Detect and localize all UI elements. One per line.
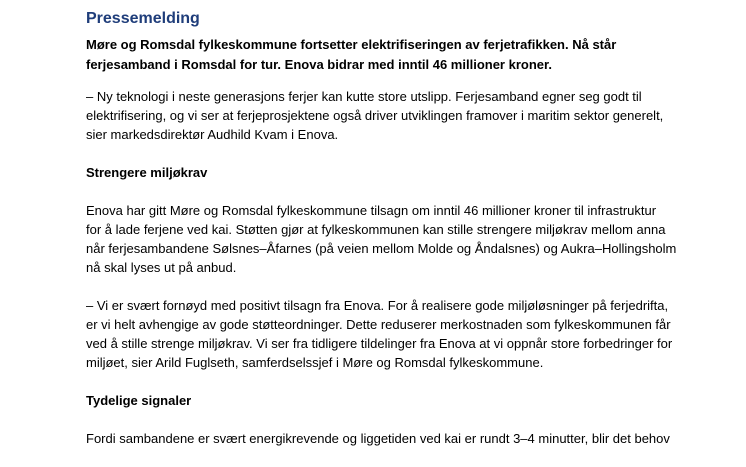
paragraph-line: sier markedsdirektør Audhild Kvam i Enova.	[86, 127, 339, 142]
paragraph-line: elektrifisering, og vi ser at ferjeprosjektene også driver utviklingen framover i maritim sektor generelt,	[86, 108, 664, 123]
quote-paragraph-fuglseth	[86, 296, 686, 372]
body-paragraph-energikrevende	[86, 429, 686, 448]
section-heading-strengere-miljokrav: Strengere miljøkrav	[86, 165, 208, 180]
document-page	[86, 9, 686, 467]
paragraph-line: er vi helt avhengige av gode støtteordninger. Dette reduserer merkostnaden som fylkeskommunen får	[86, 317, 671, 332]
lead-line: Møre og Romsdal fylkeskommune fortsetter elektrifiseringen av ferjetrafikken. Nå står	[86, 37, 617, 52]
paragraph-line: – Vi er svært fornøyd med positivt tilsagn fra Enova. For å realisere gode miljøløsninger på ferjedrifta,	[86, 298, 669, 313]
paragraph-line: nå skal lyses ut på anbud.	[86, 260, 237, 275]
paragraph-line: miljøet, sier Arild Fuglseth, samferdselssjef i Møre og Romsdal fylkeskommune.	[86, 355, 544, 370]
lead-paragraph	[86, 35, 686, 75]
paragraph-line: når ferjesambandene Sølsnes–Åfarnes (på veien mellom Molde og Åndalsnes) og Aukra–Hollingsholm	[86, 241, 677, 256]
paragraph-line: – Ny teknologi i neste generasjons ferjer kan kutte store utslipp. Ferjesamband egner seg godt til	[86, 89, 642, 104]
paragraph-line: for å lade ferjene ved kai. Støtten gjør at fylkeskommunen kan stille strengere miljøkrav mellom anna	[86, 222, 666, 237]
paragraph-line: ved å stille strenge miljøkrav. Vi ser fra tidligere tildelinger fra Enova at vi oppnår store forbedringer for	[86, 336, 673, 351]
paragraph-line: Fordi sambandene er svært energikrevende og liggetiden ved kai er rundt 3–4 minutter, blir det behov	[86, 431, 670, 446]
page-title: Pressemelding	[86, 10, 200, 27]
lead-line: ferjesamband i Romsdal for tur. Enova bidrar med inntil 46 millioner kroner.	[86, 57, 552, 72]
quote-paragraph-enova	[86, 87, 686, 144]
paragraph-line: Enova har gitt Møre og Romsdal fylkeskommune tilsagn om inntil 46 millioner kroner til infrastruktur	[86, 203, 657, 218]
body-paragraph-tilsagn	[86, 201, 686, 277]
section-heading-tydelige-signaler: Tydelige signaler	[86, 393, 192, 408]
